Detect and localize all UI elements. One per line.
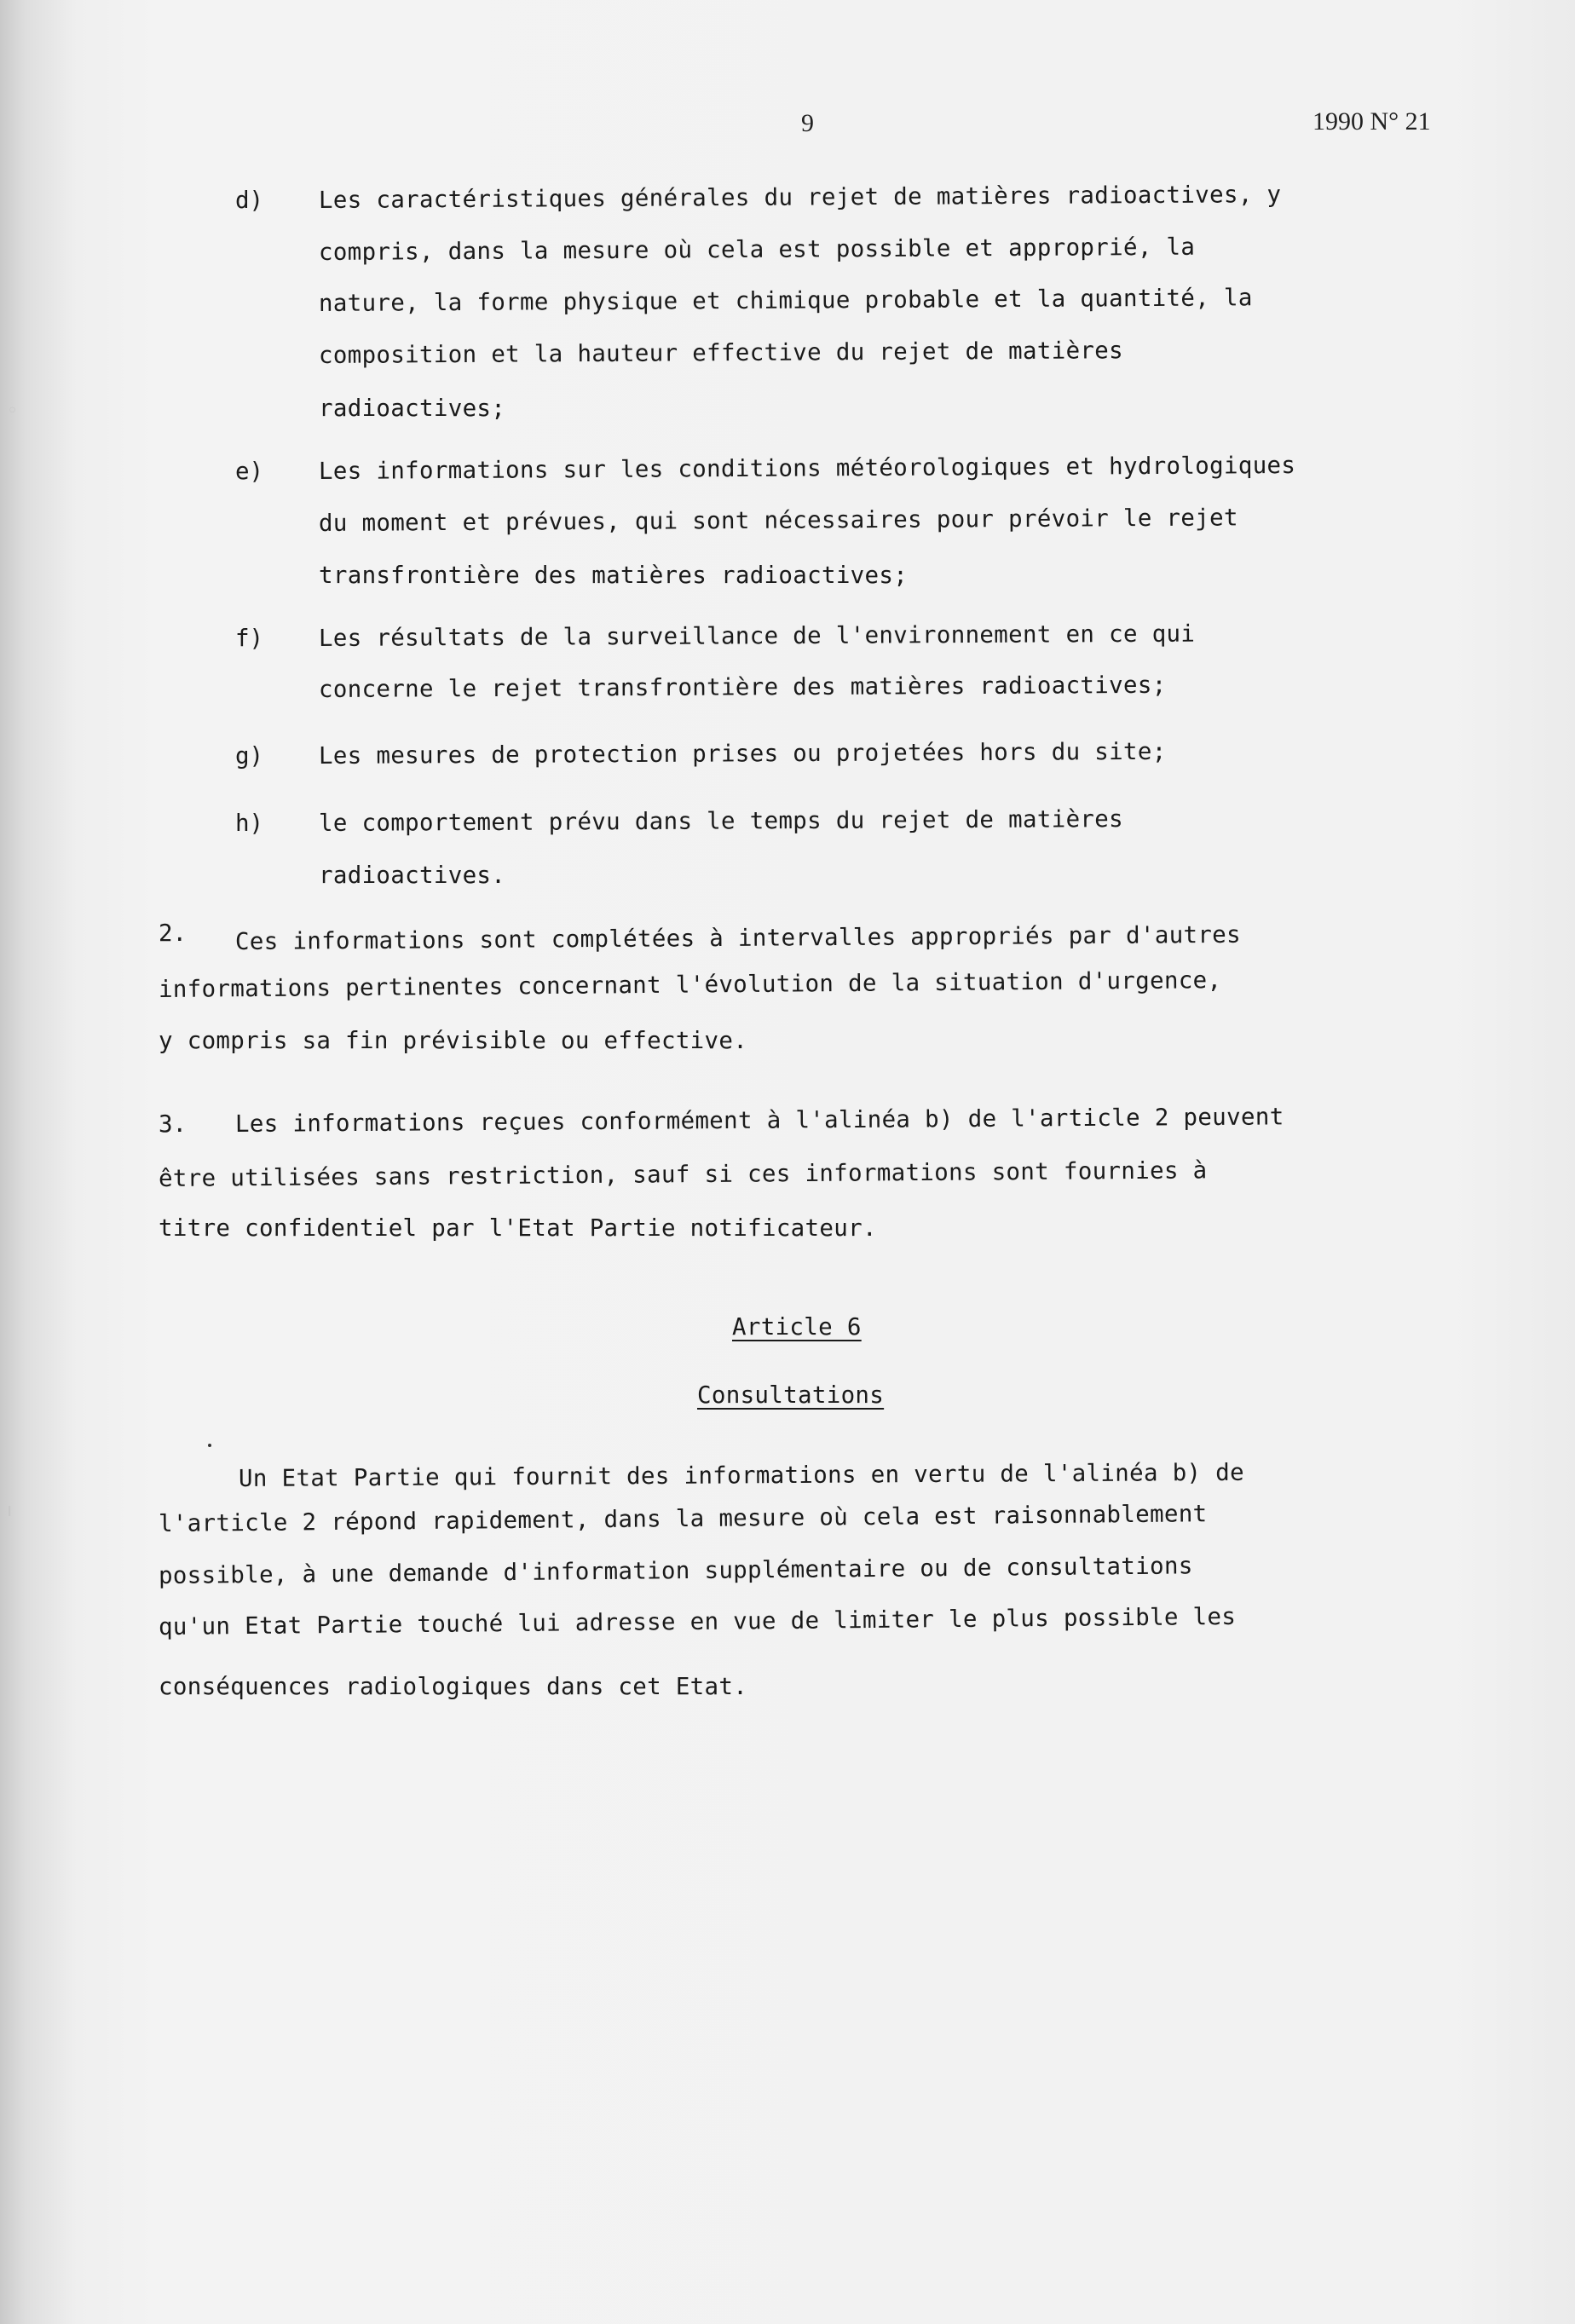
item-label-f: f) — [235, 625, 264, 652]
margin-mark: ı — [7, 1500, 13, 1521]
item-label-h: h) — [235, 810, 264, 837]
item-e-line: Les informations sur les conditions météorologiques et hydrologiques — [318, 451, 1296, 485]
paragraph-3-line: être utilisées sans restriction, sauf si ces informations sont fournies à — [158, 1156, 1208, 1192]
item-d-line: Les caractéristiques générales du rejet de matières radioactives, y — [318, 181, 1282, 214]
article-line: Un Etat Partie qui fournit des informations en vertu de l'alinéa b) de — [238, 1458, 1245, 1492]
paragraph-2-number: 2. — [159, 920, 188, 947]
item-d-line: composition et la hauteur effective du rejet de matières — [318, 337, 1124, 369]
paragraph-3-line: Les informations reçues conformément à l'alinéa b) de l'article 2 peuvent — [234, 1103, 1284, 1138]
article-line: qu'un Etat Partie touché lui adresse en vue de limiter le plus possible les — [158, 1602, 1237, 1641]
item-label-g: g) — [235, 742, 264, 770]
item-g-line: Les mesures de protection prises ou projetées hors du site; — [318, 737, 1167, 770]
paragraph-2-line: informations pertinentes concernant l'évolution de la situation d'urgence, — [158, 966, 1222, 1003]
item-h-line: le comportement prévu dans le temps du rejet de matières — [318, 805, 1124, 837]
publication-reference: 1990 N° 21 — [1312, 107, 1431, 136]
item-e-line: du moment et prévues, qui sont nécessaires pour prévoir le rejet — [318, 504, 1238, 537]
item-d-line: nature, la forme physique et chimique probable et la quantité, la — [318, 284, 1253, 317]
item-d-line: radioactives; — [319, 395, 506, 422]
article-heading: Article 6 — [732, 1313, 862, 1341]
page-number: 9 — [801, 109, 814, 137]
item-d-line: compris, dans la mesure où cela est possible et approprié, la — [318, 233, 1196, 266]
article-line: l'article 2 répond rapidement, dans la mesure où cela est raisonnablement — [158, 1500, 1208, 1537]
item-h-line: radioactives. — [319, 862, 506, 889]
paragraph-2-line: Ces informations sont complétées à intervalles appropriés par d'autres — [234, 920, 1242, 955]
item-f-line: concerne le rejet transfrontière des matières radioactives; — [318, 671, 1167, 703]
paragraph-3-line: titre confidentiel par l'Etat Partie notificateur. — [159, 1214, 877, 1242]
item-e-line: transfrontière des matières radioactives; — [319, 562, 909, 589]
article-title: Consultations — [697, 1381, 885, 1409]
margin-mark: ◦ — [7, 401, 18, 422]
paragraph-3-number: 3. — [159, 1110, 188, 1138]
item-f-line: Les résultats de la surveillance de l'environnement en ce qui — [318, 620, 1196, 652]
item-label-e: e) — [235, 458, 264, 485]
article-line: conséquences radiologiques dans cet Etat. — [159, 1673, 748, 1700]
article-line: possible, à une demande d'information supplémentaire ou de consultations — [158, 1552, 1193, 1589]
paragraph-2-line: y compris sa fin prévisible ou effective. — [159, 1027, 748, 1054]
item-label-d: d) — [235, 187, 264, 214]
stray-dot — [208, 1444, 211, 1447]
